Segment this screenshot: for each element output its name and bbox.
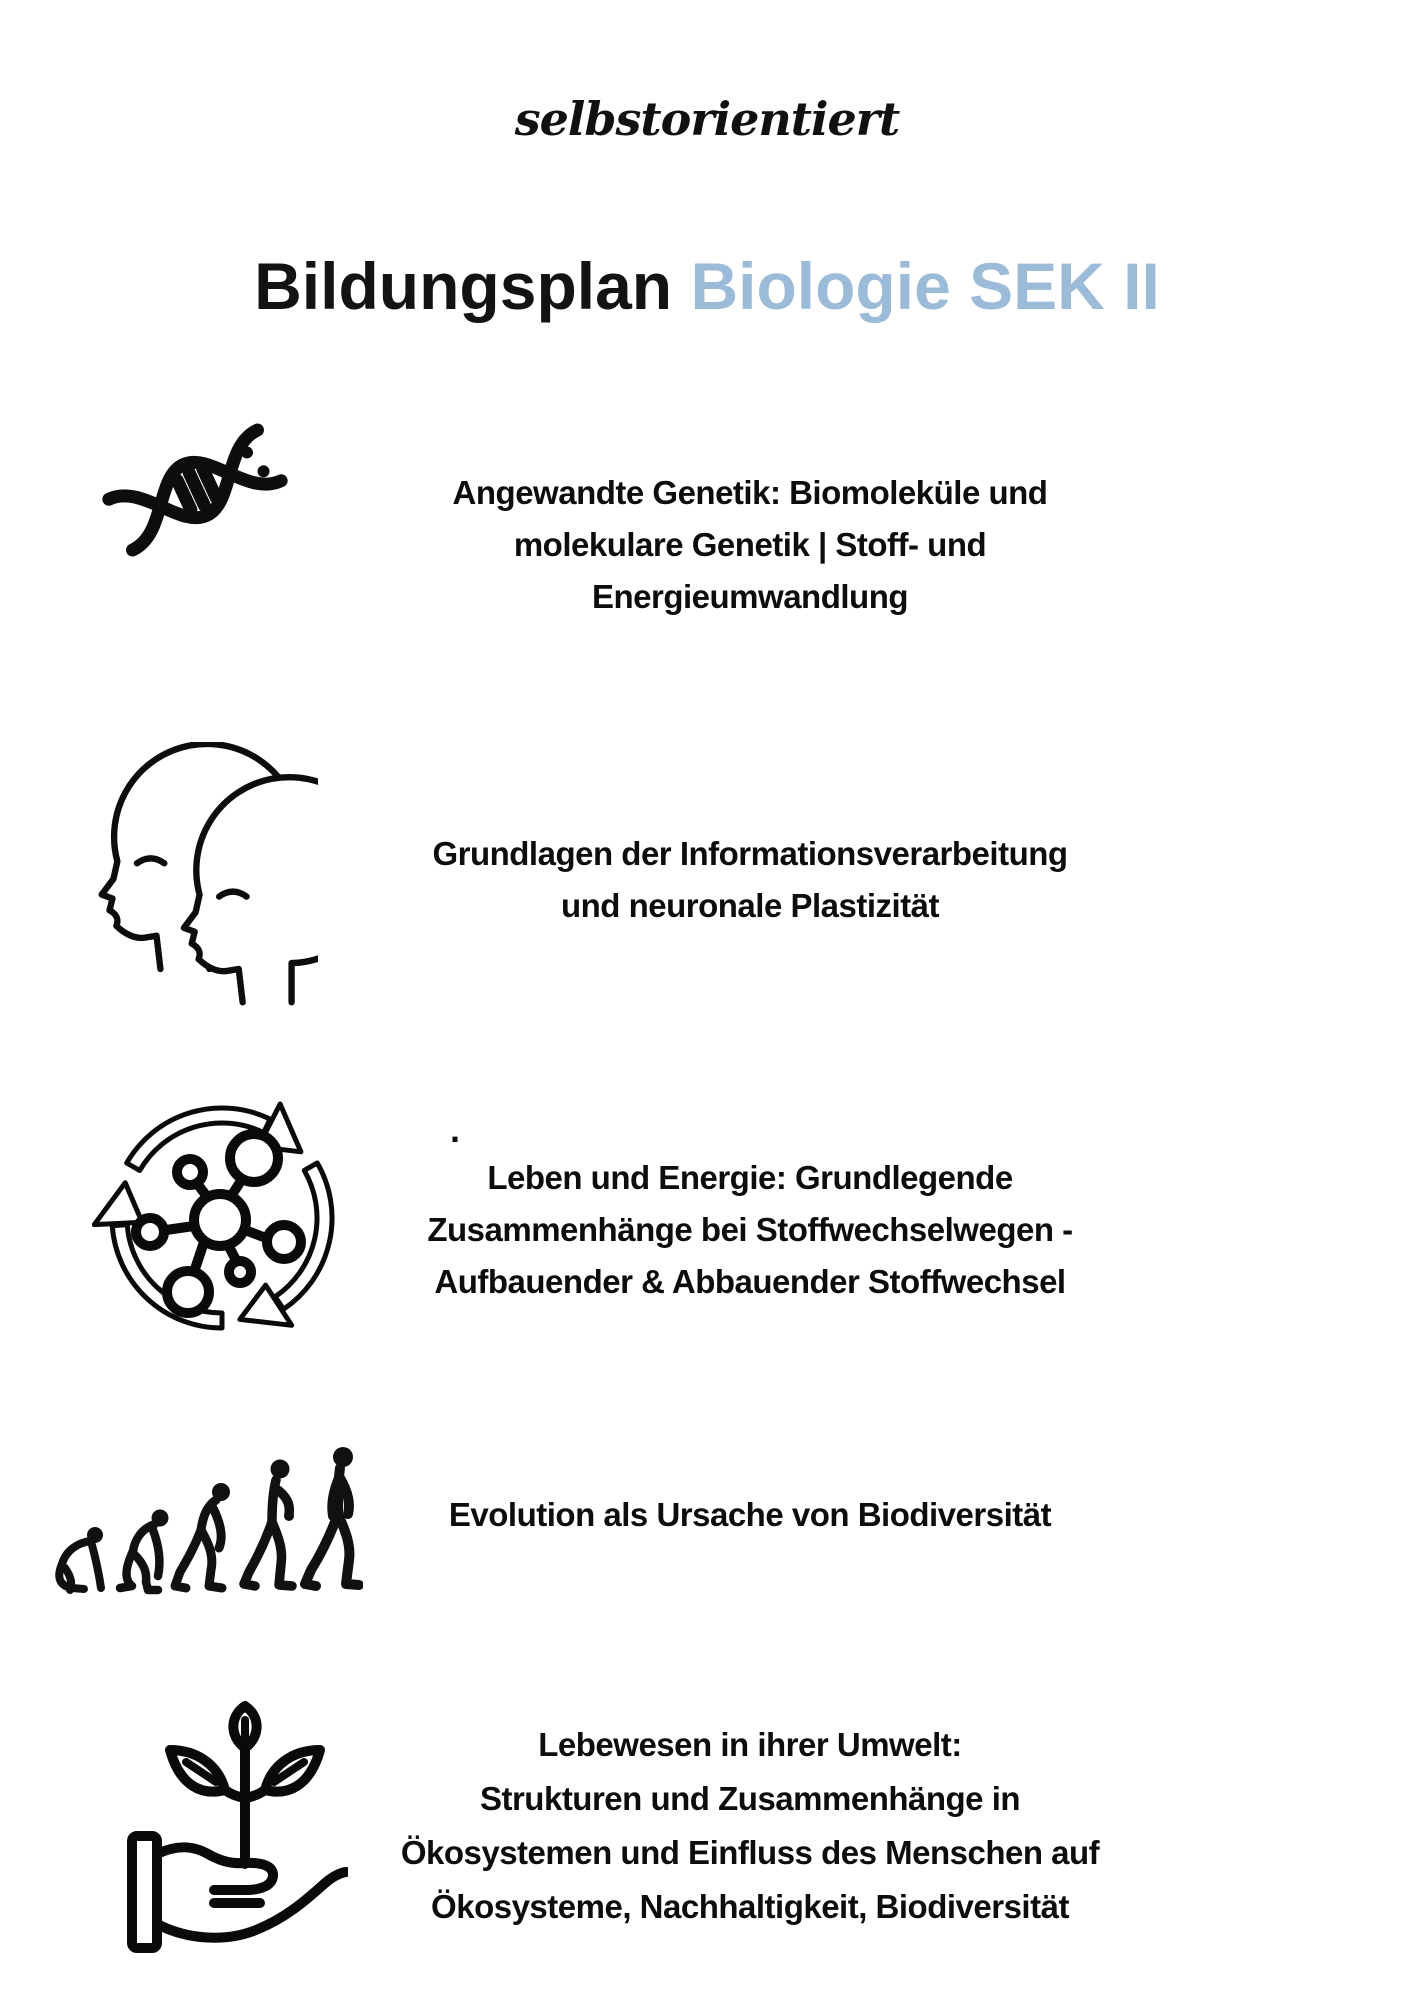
text-line: Leben und Energie: Grundlegende	[487, 1159, 1013, 1196]
text-line: Strukturen und Zusammenhänge in	[479, 1780, 1021, 1817]
two-heads-icon-svg	[88, 742, 318, 1010]
text-line: Angewandte Genetik: Biomoleküle und	[452, 474, 1048, 511]
text-line: Zusammenhänge bei Stoffwechselwegen -	[427, 1211, 1073, 1248]
evolution-icon	[48, 1438, 363, 1603]
text-line: Ökosystemen und Einfluss des Menschen auf	[400, 1834, 1100, 1871]
section-text-umwelt	[390, 1718, 1110, 1934]
two-heads-icon	[88, 742, 318, 1010]
hand-plant-icon	[98, 1698, 348, 1958]
text-line: molekulare Genetik | Stoff- und	[513, 526, 987, 563]
text-line: Evolution als Ursache von Biodiversität	[448, 1496, 1052, 1533]
section-text-neuro	[390, 828, 1110, 932]
title-blue: Biologie SEK II	[672, 249, 1160, 323]
dna-icon-svg	[95, 420, 295, 560]
text-line: und neuronale Plastizität	[560, 887, 940, 924]
text-line: Ökosysteme, Nachhaltigkeit, Biodiversität	[431, 1888, 1069, 1925]
dna-icon	[95, 420, 295, 560]
brand-logo: selbstorientiert	[514, 92, 900, 146]
stray-dot: .	[450, 1109, 461, 1150]
text-line: Lebewesen in ihrer Umwelt:	[538, 1726, 962, 1763]
hand-plant-icon-svg	[98, 1698, 348, 1958]
evolution-icon-svg	[48, 1438, 363, 1603]
section-text-genetik	[390, 467, 1110, 623]
section-text-energie	[390, 1152, 1110, 1308]
metabolism-cycle-icon	[92, 1080, 352, 1340]
title-black: Bildungsplan	[254, 249, 673, 323]
section-text-evolution	[390, 1489, 1110, 1541]
metabolism-cycle-icon-svg	[92, 1080, 352, 1340]
text-line: Energieumwandlung	[591, 578, 909, 615]
text-line: Grundlagen der Informationsverarbeitung	[432, 835, 1068, 872]
text-line: Aufbauender & Abbauender Stoffwechsel	[434, 1263, 1066, 1300]
page-title	[0, 248, 1414, 324]
